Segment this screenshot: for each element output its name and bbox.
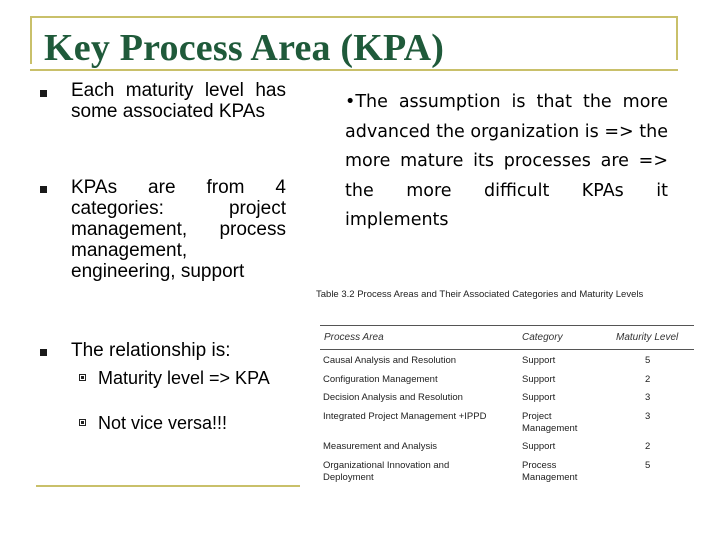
slide-frame-right — [676, 16, 678, 60]
sub-bullet-text: Maturity level => KPA — [98, 368, 270, 388]
table-cell-maturity-level: 2 — [645, 374, 651, 385]
slide-frame-left — [30, 16, 32, 64]
table-cell-category: Support — [522, 441, 556, 452]
table-cell-process-area: Organizational Innovation and Deployment — [323, 460, 450, 483]
square-bullet-icon — [40, 90, 47, 97]
table-cell-process-area: Configuration Management — [323, 374, 438, 385]
table-cell-category: Process Management — [522, 460, 578, 483]
bullet-text: KPAs are from 4 categories: project management, process management, engineering, support — [71, 177, 286, 282]
table-caption: Table 3.2 Process Areas and Their Associated Categories and Maturity Levels — [316, 289, 644, 300]
assumption-paragraph: •The assumption is that the more advanced the organization is => the more mature its processes are => the more difficult KPAs it implements — [345, 92, 668, 230]
header-category: Category — [522, 332, 563, 343]
bullet-text: The relationship is: — [71, 340, 231, 361]
slide-frame-bottom — [36, 485, 300, 487]
table-cell-maturity-level: 3 — [645, 392, 651, 403]
table-cell-category: Project Management — [522, 411, 578, 434]
hollow-square-bullet-icon — [79, 374, 86, 381]
table-cell-category: Support — [522, 392, 556, 403]
table-cell-maturity-level: 5 — [645, 355, 651, 366]
table-cell-process-area: Causal Analysis and Resolution — [323, 355, 457, 366]
square-bullet-icon — [40, 186, 47, 193]
header-maturity-level: Maturity Level — [616, 332, 679, 343]
table-cell-maturity-level: 3 — [645, 411, 651, 422]
hollow-square-bullet-icon — [79, 419, 86, 426]
header-process-area: Process Area — [324, 332, 384, 343]
table-header-rule — [320, 349, 694, 350]
square-bullet-icon — [40, 349, 47, 356]
table-cell-category: Support — [522, 374, 556, 385]
sub-bullet-text: Not vice versa!!! — [98, 413, 228, 433]
table-cell-category: Support — [522, 355, 556, 366]
table-cell-maturity-level: 5 — [645, 460, 651, 471]
bullet-text: Each maturity level has some associated KPAs — [71, 80, 286, 122]
page-title: Key Process Area (KPA) — [44, 27, 445, 69]
table-cell-process-area: Integrated Project Management +IPPD — [323, 411, 487, 422]
table-cell-process-area: Decision Analysis and Resolution — [323, 392, 463, 403]
table-cell-process-area: Measurement and Analysis — [323, 441, 438, 452]
slide-frame-top — [30, 16, 678, 18]
title-underline — [30, 69, 678, 71]
table-top-rule — [320, 325, 694, 326]
table-cell-maturity-level: 2 — [645, 441, 651, 452]
